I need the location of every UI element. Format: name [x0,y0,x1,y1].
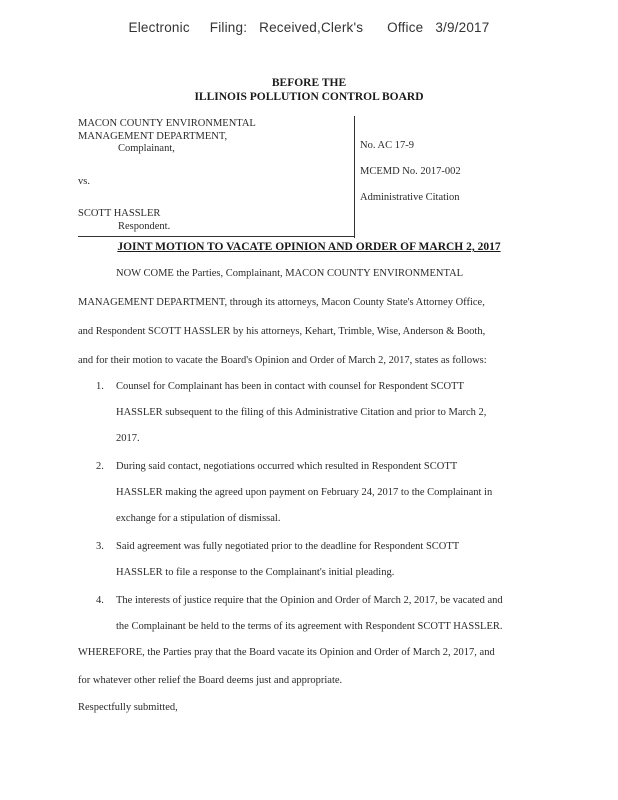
header-line-2: ILLINOIS POLLUTION CONTROL BOARD [194,91,424,103]
caption-divider [354,116,355,238]
stamp-date: 3/9/2017 [435,20,490,35]
complainant-role: Complainant, [118,143,175,154]
versus-label: vs. [78,175,90,187]
intro-line-4: and for their motion to vacate the Board's Opinion and Order of March 2, 2017, states as follows: [78,355,487,366]
item-2-line-1: During said contact, negotiations occurred which resulted in Respondent SCOTT [116,461,458,472]
complainant-name-line-1: MACON COUNTY ENVIRONMENTAL [78,118,256,129]
item-1-number: 1. [96,381,104,392]
item-1-line-2: HASSLER subsequent to the filing of this Administrative Citation and prior to March 2, [116,407,487,418]
wherefore-line-2: for whatever other relief the Board deems just and appropriate. [78,675,343,686]
item-2-line-3: exchange for a stipulation of dismissal. [116,513,281,524]
intro-line-3: and Respondent SCOTT HASSLER by his attorneys, Kehart, Trimble, Wise, Anderson & Booth, [78,326,486,337]
item-4-number: 4. [96,595,104,606]
header-line-1: BEFORE THE [271,77,347,89]
item-3-line-2: HASSLER to file a response to the Complainant's initial pleading. [116,567,395,578]
item-2-number: 2. [96,461,104,472]
intro-line-2: MANAGEMENT DEPARTMENT, through its attorneys, Macon County State's Attorney Office, [78,297,485,308]
item-1-line-1: Counsel for Complainant has been in contact with counsel for Respondent SCOTT [116,381,464,392]
board-header [0,76,618,104]
case-number: No. AC 17-9 [360,140,414,151]
stamp-electronic: Electronic [128,20,190,35]
caption-underline [78,236,355,237]
respondent-role: Respondent. [118,220,171,232]
item-3-line-1: Said agreement was fully negotiated prior to the deadline for Respondent SCOTT [116,541,460,552]
complainant-name-line-2: MANAGEMENT DEPARTMENT, [78,130,228,142]
mcemd-number: MCEMD No. 2017-002 [360,166,461,177]
stamp-received: Received,Clerk's [259,20,364,35]
case-type: Administrative Citation [360,192,460,203]
respondent-name: SCOTT HASSLER [78,208,161,219]
item-4-line-1: The interests of justice require that the Opinion and Order of March 2, 2017, be vacated and [116,595,503,606]
intro-line-1: NOW COME the Parties, Complainant, MACON COUNTY ENVIRONMENTAL [116,268,464,279]
closing-line: Respectfully submitted, [78,702,178,713]
case-caption-parties [78,118,338,233]
item-1-line-3: 2017. [116,433,140,444]
item-4-line-2: the Complainant be held to the terms of its agreement with Respondent SCOTT HASSLER. [116,621,503,632]
item-3-number: 3. [96,541,104,552]
stamp-office: Office [387,20,424,35]
motion-title: JOINT MOTION TO VACATE OPINION AND ORDER OF MARCH 2, 2017 [117,241,501,253]
item-2-line-2: HASSLER making the agreed upon payment on February 24, 2017 to the Complainant in [116,487,493,498]
stamp-filing: Filing: [209,20,248,35]
wherefore-line-1: WHEREFORE, the Parties pray that the Board vacate its Opinion and Order of March 2, 2017, and [78,647,495,658]
filing-stamp [0,20,618,35]
